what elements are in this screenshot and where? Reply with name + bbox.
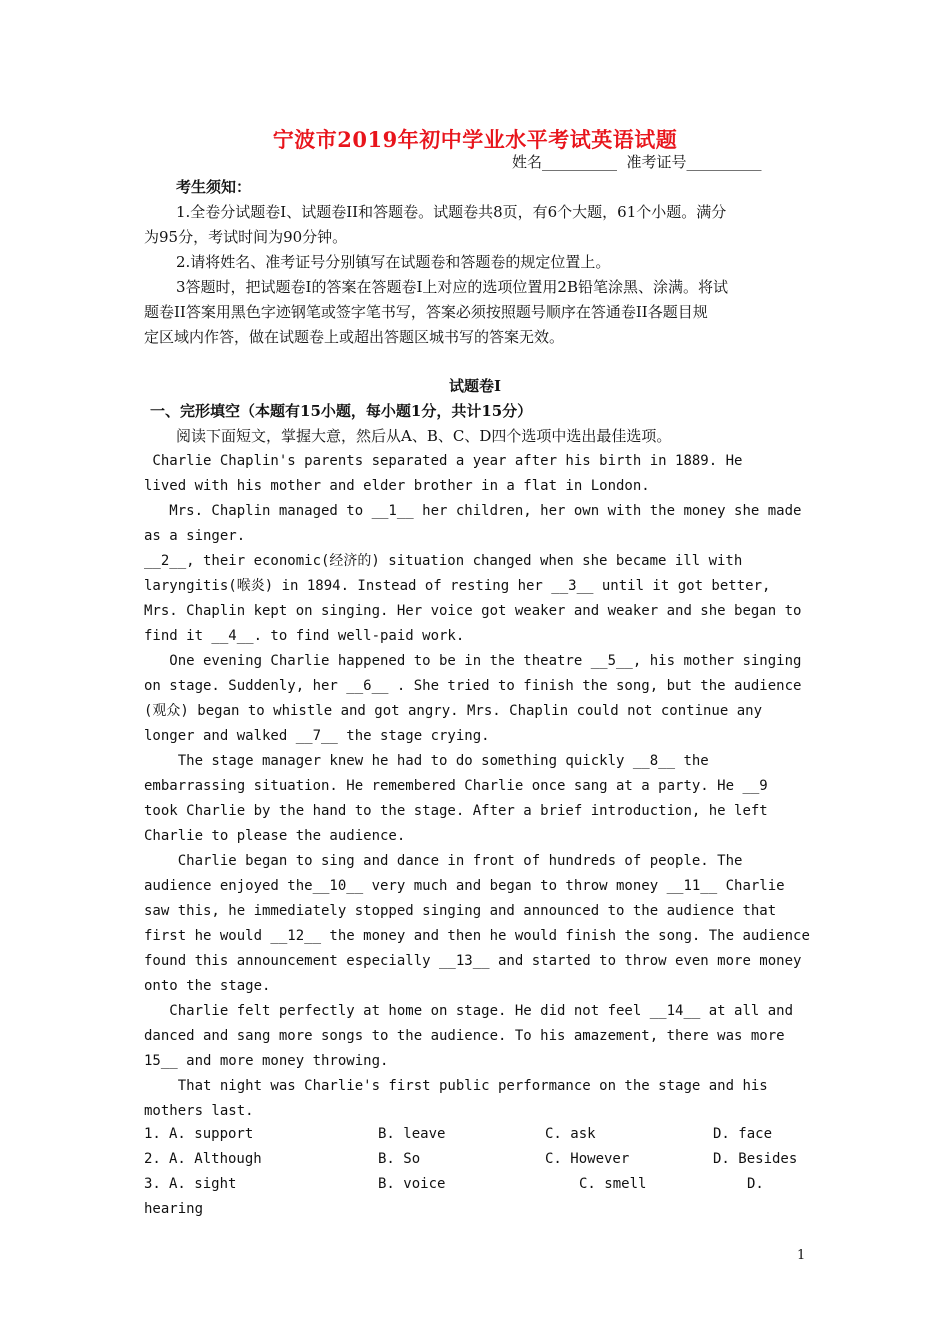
passage-line: find it __4__. to find well-paid work. bbox=[144, 628, 465, 644]
section-title: 试题卷I bbox=[448, 377, 502, 395]
passage-line: laryngitis(喉炎) in 1894. Instead of resting her __3__ until it got better, bbox=[144, 578, 771, 594]
option-a: A. support bbox=[169, 1126, 254, 1142]
notice-line: 3答题时，把试题卷I的答案在答题卷I上对应的选项位置用2B铅笔涂黑、涂满。将试 bbox=[176, 278, 728, 296]
passage-line: (观众) began to whistle and got angry. Mrs. Chaplin could not continue any bbox=[144, 703, 763, 719]
passage-line: first he would __12__ the money and then he would finish the song. The audience bbox=[144, 928, 810, 944]
question-number: 1. bbox=[144, 1126, 161, 1142]
passage-line: lived with his mother and elder brother in a flat in London. bbox=[144, 478, 650, 494]
notice-line: 2.请将姓名、准考证号分别镇写在试题卷和答题卷的规定位置上。 bbox=[176, 253, 611, 271]
option-b: B. voice bbox=[378, 1176, 446, 1192]
passage-line: Mrs. Chaplin kept on singing. Her voice got weaker and weaker and she began to bbox=[144, 603, 802, 619]
passage-line: One evening Charlie happened to be in the theatre __5__, his mother singing bbox=[144, 653, 802, 669]
passage-line: danced and sang more songs to the audience. To his amazement, there was more bbox=[144, 1028, 785, 1044]
option-b: B. So bbox=[378, 1151, 421, 1167]
question-number: 3. bbox=[144, 1176, 161, 1192]
instruction-text: 阅读下面短文，掌握大意，然后从A、B、C、D四个选项中选出最佳选项。 bbox=[176, 427, 672, 445]
option-d: D. Besides bbox=[713, 1151, 798, 1167]
part-title: 一、完形填空（本题有15小题，每小题1分，共计15分） bbox=[150, 402, 533, 420]
page-number: 1 bbox=[797, 1248, 806, 1263]
question-number: 2. bbox=[144, 1151, 161, 1167]
option-a: A. sight bbox=[169, 1176, 237, 1192]
passage-line: __2__, their economic(经济的) situation changed when she became ill with bbox=[144, 553, 743, 569]
notice-line: 1.全卷分试题卷I、试题卷II和答题卷。试题卷共8页，有6个大题，61个小题。满分 bbox=[176, 203, 727, 221]
passage-line: Charlie Chaplin's parents separated a year after his birth in 1889. He bbox=[144, 453, 743, 469]
passage-line: 15__ and more money throwing. bbox=[144, 1053, 389, 1069]
option-d: D. face bbox=[713, 1126, 773, 1142]
passage-line: embarrassing situation. He remembered Charlie once sang at a party. He __9 bbox=[144, 778, 768, 794]
passage-line: Charlie began to sing and dance in front of hundreds of people. The bbox=[144, 853, 743, 869]
option-a: A. Although bbox=[169, 1151, 262, 1167]
passage-line: Charlie felt perfectly at home on stage. He did not feel __14__ at all and bbox=[144, 1003, 794, 1019]
passage-line: audience enjoyed the__10__ very much and began to throw money __11__ Charlie bbox=[144, 878, 785, 894]
notice-line: 题卷II答案用黑色字迹钢笔或签字笔书写，答案必须按照题号顺序在答通卷II各题目规 bbox=[144, 303, 708, 321]
option-c: C. ask bbox=[545, 1126, 596, 1142]
notice-heading: 考生须知： bbox=[176, 178, 252, 196]
passage-line: longer and walked __7__ the stage crying. bbox=[144, 728, 490, 744]
passage-line: as a singer. bbox=[144, 528, 246, 544]
passage-line: The stage manager knew he had to do something quickly __8__ the bbox=[144, 753, 709, 769]
page-title: 宁波市2019年初中学业水平考试英语试题 bbox=[272, 127, 678, 152]
passage-line: onto the stage. bbox=[144, 978, 271, 994]
notice-line: 为95分，考试时间为90分钟。 bbox=[144, 228, 348, 246]
option-d: D. bbox=[747, 1176, 764, 1192]
option-c: C. However bbox=[545, 1151, 630, 1167]
notice-line: 定区域内作答，做在试题卷上或超出答题区城书写的答案无效。 bbox=[144, 328, 565, 346]
option-d-wrap: hearing bbox=[144, 1201, 204, 1217]
option-c: C. smell bbox=[579, 1176, 647, 1192]
passage-line: on stage. Suddenly, her __6__ . She tried to finish the song, but the audience bbox=[144, 678, 802, 694]
name-fields: 姓名__________ 准考证号__________ bbox=[512, 153, 762, 171]
passage-line: Charlie to please the audience. bbox=[144, 828, 406, 844]
passage-line: saw this, he immediately stopped singing and announced to the audience that bbox=[144, 903, 777, 919]
passage-line: Mrs. Chaplin managed to __1__ her children, her own with the money she made bbox=[144, 503, 802, 519]
passage-line: found this announcement especially __13__ and started to throw even more money bbox=[144, 953, 802, 969]
passage-line: mothers last. bbox=[144, 1103, 254, 1119]
passage-line: That night was Charlie's first public performance on the stage and his bbox=[144, 1078, 768, 1094]
option-b: B. leave bbox=[378, 1126, 446, 1142]
passage-line: took Charlie by the hand to the stage. After a brief introduction, he left bbox=[144, 803, 768, 819]
